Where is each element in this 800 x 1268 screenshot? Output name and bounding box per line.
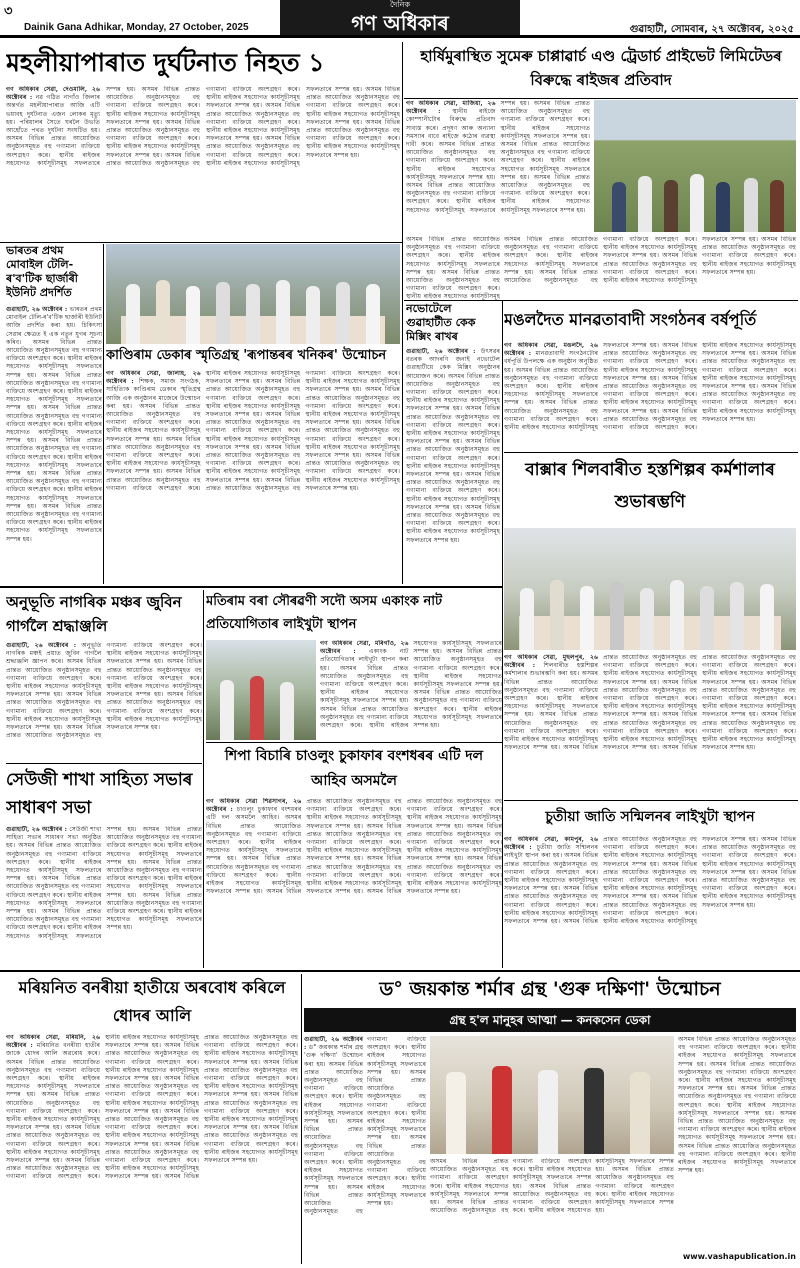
filler-text: অসমৰ বিভিন্ন প্ৰান্তত আয়োজিত অনুষ্ঠানসমূহত বহু গণ্যমান্য ব্যক্তিয়ে অংশগ্ৰহণ কৰে। স্থানীয় ৰাইজৰ সহযোগত কাৰ্যসূচীসমূহ সফলতাৰে সম্পন্ন হয়। [204,1091,298,1132]
filler-text: অসমৰ বিভিন্ন প্ৰান্তত আয়োজিত অনুষ্ঠানসমূহত বহু গণ্যমান্য ব্যক্তিয়ে অংশগ্ৰহণ কৰে। স্থানীয় ৰাইজৰ সহযোগত কাৰ্যসূচীসমূহ সফলতাৰে সম্পন্ন হয়। [106,370,301,492]
filler-text: অসমৰ বিভিন্ন প্ৰান্তত আয়োজিত অনুষ্ঠানসমূহত বহু গণ্যমান্য ব্যক্তিয়ে অংশগ্ৰহণ কৰে। স্থানীয় ৰাইজৰ সহযোগত কাৰ্যসূচীসমূহ সফলতাৰে সম্পন্ন হয়। [406,372,500,413]
photo-book-launch [430,1036,674,1154]
headline-s7: বাক্সাৰ শিলবাৰীত হস্তশিল্পৰ কৰ্মশালাৰ শুভাৰম্ভণি [525,460,775,512]
headline-s8: অনুভূতি নাগৰিক মঞ্চৰ জুবিন গাৰ্গলৈ শ্ৰদ্ধাঞ্জলি [6,593,182,635]
filler-text: অসমৰ বিভিন্ন প্ৰান্তত আয়োজিত অনুষ্ঠানসমূহত বহু গণ্যমান্য ব্যক্তিয়ে অংশগ্ৰহণ কৰে। স্থানীয় ৰাইজৰ সহযোগত কাৰ্যসূচীসমূহ সফলতাৰে সম্পন্ন হয়। [305,452,400,492]
filler-text: অসমৰ বিভিন্ন প্ৰান্তত আয়োজিত অনুষ্ঠানসমূহত বহু গণ্যমান্য ব্যক্তিয়ে অংশগ্ৰহণ কৰে। স্থানীয় ৰাইজৰ সহযোগত কাৰ্যসূচীসমূহ সফলতাৰে সম্পন্ন হয়। [206,86,366,167]
filler-text: অসমৰ বিভিন্ন প্ৰান্তত আয়োজিত অনুষ্ঠানসমূহত বহু গণ্যমান্য ব্যক্তিয়ে অংশগ্ৰহণ কৰে। স্থানীয় ৰাইজৰ সহযোগত কাৰ্যসূচীসমূহ সফলতাৰে সম্পন্ন হয়। [406,855,502,896]
headline-s14: ড° জয়কান্ত শৰ্মাৰ গ্ৰন্থ 'গুৰু দক্ষিণা' উন্মোচন [379,978,721,1000]
story-s14-body-cont [430,1158,674,1264]
filler-text: অসমৰ বিভিন্ন প্ৰান্তত আয়োজিত অনুষ্ঠানসমূহত বহু গণ্যমান্য ব্যক্তিয়ে অংশগ্ৰহণ কৰে। স্থানীয় ৰাইজৰ সহযোগত কাৰ্যসূচীসমূহ সফলতাৰে সম্পন্ন হয়। [205,443,301,484]
filler-text: অসমৰ বিভিন্ন প্ৰান্তত আয়োজিত অনুষ্ঠানসমূহত বহু গণ্যমান্য ব্যক্তিয়ে অংশগ্ৰহণ কৰে। স্থানীয় ৰাইজৰ সহযোগত কাৰ্যসূচীসমূহ সফলতাৰে সম্পন্ন হয়। [500,100,590,140]
filler-text: অসমৰ বিভিন্ন প্ৰান্তত আয়োজিত অনুষ্ঠানসমূহত বহু গণ্যমান্য ব্যক্তিয়ে অংশগ্ৰহণ কৰে। স্থানীয় ৰাইজৰ সহযোগত কাৰ্যসূচীসমূহ সফলতাৰে সম্পন্ন হয়। [106,826,202,866]
filler-text: অসমৰ বিভিন্ন প্ৰান্তত আয়োজিত অনুষ্ঠানসমূহত বহু গণ্যমান্য ব্যক্তিয়ে অংশগ্ৰহণ কৰে। স্থানীয় ৰাইজৰ সহযোগত কাৰ্যসূচীসমূহ সফলতাৰে সম্পন্ন হয়। [603,342,697,382]
headline-s6: মঙলদৈত মানৱতাবাদী সংগঠনৰ বৰ্ষপূৰ্তি [504,310,757,329]
filler-text: অসমৰ বিভিন্ন প্ৰান্তত আয়োজিত অনুষ্ঠানসমূহত বহু গণ্যমান্য ব্যক্তিয়ে অংশগ্ৰহণ কৰে। স্থানীয় ৰাইজৰ সহযোগত কাৰ্যসূচীসমূহ সফলতাৰে সম্পন্ন হয়। [306,822,402,863]
headline-s13: মৰিয়নিত বনৰীয়া হাতীয়ে অৰবোধ কৰিলে ধোদৰ আলি [18,978,286,1025]
filler-text: অসমৰ বিভিন্ন প্ৰান্তত আয়োজিত অনুষ্ঠানসমূহত বহু গণ্যমান্য ব্যক্তিয়ে অংশগ্ৰহণ কৰে। স্থানীয় ৰাইজৰ সহযোগত কাৰ্যসূচীসমূহ সফলতাৰে সম্পন্ন হয়। [6,658,102,699]
filler-text: অসমৰ বিভিন্ন প্ৰান্তত আয়োজিত অনুষ্ঠানসমূহত বহু গণ্যমান্য ব্যক্তিয়ে অংশগ্ৰহণ কৰে। স্থানীয় ৰাইজৰ সহযোগত কাৰ্যসূচীসমূহ সফলতাৰে সম্পন্ন হয়। [6,1124,100,1165]
filler-text: অসমৰ বিভিন্ন প্ৰান্তত আয়োজিত অনুষ্ঠানসমূহত বহু গণ্যমান্য ব্যক্তিয়ে অংশগ্ৰহণ কৰে। স্থানীয় ৰাইজৰ সহযোগত কাৰ্যসূচীসমূহ সফলতাৰে সম্পন্ন হয়। [205,370,400,492]
filler-text: অসমৰ বিভিন্ন প্ৰান্তত আয়োজিত অনুষ্ঠানসমূহত বহু গণ্যমান্য ব্যক্তিয়ে অংশগ্ৰহণ কৰে। স্থানীয় ৰাইজৰ সহযোগত কাৰ্যসূচীসমূহ সফলতাৰে সম্পন্ন হয়। [105,1075,199,1115]
masthead [0,0,800,38]
filler-text: অসমৰ বিভিন্ন প্ৰান্তত আয়োজিত অনুষ্ঠানসমূহত বহু গণ্যমান্য ব্যক্তিয়ে অংশগ্ৰহণ কৰে। স্থানীয় ৰাইজৰ সহযোগত কাৰ্যসূচীসমূহ সফলতাৰে সম্পন্ন হয়। [406,236,500,276]
filler-text: অসমৰ বিভিন্ন প্ৰান্তত আয়োজিত অনুষ্ঠানসমূহত বহু গণ্যমান্য ব্যক্তিয়ে অংশগ্ৰহণ কৰে। স্থানীয় ৰাইজৰ সহযোগত কাৰ্যসূচীসমূহ সফলতাৰে সম্পন্ন হয়। [413,689,502,730]
filler-text: অসমৰ বিভিন্ন প্ৰান্তত আয়োজিত অনুষ্ঠানসমূহত বহু গণ্যমান্য ব্যক্তিয়ে অংশগ্ৰহণ কৰে। স্থানীয় ৰাইজৰ সহযোগত কাৰ্যসূচীসমূহ সফলতাৰে সম্পন্ন হয়। [603,342,796,432]
filler-text: অসমৰ বিভিন্ন প্ৰান্তত আয়োজিত অনুষ্ঠানসমূহত বহু গণ্যমান্য ব্যক্তিয়ে অংশগ্ৰহণ কৰে। স্থানীয় ৰাইজৰ সহযোগত কাৰ্যসূচীসমূহ সফলতাৰে সম্পন্ন হয়। [603,236,762,285]
page-number: ৩ [4,4,13,19]
story-text: নৱ গঠিত নাগাঁও জিলাৰ অন্তৰ্গত মহলীয়াপাৰাত আজি এটি ভয়াবহ দুৰ্ঘটনাত এজন লোকৰ মৃত্যু হয়। পৰিয়ালৰ সৈতে ঘৰলৈ উভতি আহোঁতে পথত দুৰ্ঘটনা সংঘটিত হয়। [6,94,100,135]
filler-text: অসমৰ বিভিন্ন প্ৰান্তত আয়োজিত অনুষ্ঠানসমূহত বহু গণ্যমান্য ব্যক্তিয়ে অংশগ্ৰহণ কৰে। স্থানীয় ৰাইজৰ সহযোগত কাৰ্যসূচীসমূহ সফলতাৰে সম্পন্ন হয়। [430,1158,592,1215]
filler-text: অসমৰ বিভিন্ন প্ৰান্তত আয়োজিত অনুষ্ঠানসমূহত বহু গণ্যমান্য ব্যক্তিয়ে অংশগ্ৰহণ কৰে। স্থানীয় ৰাইজৰ সহযোগত কাৰ্যসূচীসমূহ সফলতাৰে সম্পন্ন হয়। [406,438,500,479]
story-s9-body [320,640,502,740]
story-text: মৰিয়নিত বনৰীয়া হাতীৰ জাকে ধোদৰ আলি অৱৰোধ কৰে। [6,1042,100,1058]
filler-text: অসমৰ বিভিন্ন প্ৰান্তত আয়োজিত অনুষ্ঠানসমূহত বহু গণ্যমান্য ব্যক্তিয়ে অংশগ্ৰহণ কৰে। স্থানীয় ৰাইজৰ সহযোগত কাৰ্যসূচীসমূহ সফলতাৰে সম্পন্ন হয়। [702,383,796,423]
story-s3-body [406,100,590,232]
headline-s3: হাৰ্ষিমুৰাস্থিত সুমেৰু চাপ্পাৱাৰ্চ এণ্ড ট্ৰেডাৰ্চ প্ৰাইভেট লিমিটেডৰ বিৰুদ্ধে ৰাইজৰ প্ৰতিবাদ [420,47,782,89]
filler-text: অসমৰ বিভিন্ন প্ৰান্তত আয়োজিত অনুষ্ঠানসমূহত বহু গণ্যমান্য ব্যক্তিয়ে অংশগ্ৰহণ কৰে। স্থানীয় ৰাইজৰ সহযোগত কাৰ্যসূচীসমূহ সফলতাৰে সম্পন্ন হয়। [306,86,400,126]
filler-text: অসমৰ বিভিন্ন প্ৰান্তত আয়োজিত অনুষ্ঠানসমূহত বহু গণ্যমান্য ব্যক্তিয়ে অংশগ্ৰহণ কৰে। স্থানীয় ৰাইজৰ সহযোগত কাৰ্যসূচীসমূহ সফলতাৰে সম্পন্ন হয়। [6,1091,100,1132]
filler-text: অসমৰ বিভিন্ন প্ৰান্তত আয়োজিত অনুষ্ঠানসমূহত বহু গণ্যমান্য ব্যক্তিয়ে অংশগ্ৰহণ কৰে। স্থানীয় ৰাইজৰ সহযোগত কাৰ্যসূচীসমূহ সফলতাৰে সম্পন্ন হয়। [106,658,202,699]
dateline: গণ অধিকাৰ সেৱা শিৱসাগৰ, ২৬ অক্টোবৰ : [206,798,302,814]
footer-url[interactable]: www.vashapublication.in [682,1252,796,1261]
filler-text: অসমৰ বিভিন্ন প্ৰান্তত আয়োজিত অনুষ্ঠানসমূহত বহু গণ্যমান্য ব্যক্তিয়ে অংশগ্ৰহণ কৰে। স্থানীয় ৰাইজৰ সহযোগত কাৰ্যসূচীসমূহ সফলতাৰে সম্পন্ন হয়। [6,470,102,510]
filler-text: অসমৰ বিভিন্ন প্ৰান্তত আয়োজিত অনুষ্ঠানসমূহত বহু গণ্যমান্য ব্যক্তিয়ে অংশগ্ৰহণ কৰে। স্থানীয় ৰাইজৰ সহযোগত কাৰ্যসূচীসমূহ সফলতাৰে সম্পন্ন হয়। [366,798,502,896]
filler-text: অসমৰ বিভিন্ন প্ৰান্তত আয়োজিত অনুষ্ঠানসমূহত বহু গণ্যমান্য ব্যক্তিয়ে অংশগ্ৰহণ কৰে। স্থানীয় ৰাইজৰ সহযোগত কাৰ্যসূচীসমূহ সফলতাৰে সম্পন্ন হয়। [702,868,796,909]
story-s11-body [206,798,502,968]
filler-text: অসমৰ বিভিন্ন প্ৰান্তত আয়োজিত অনুষ্ঠানসমূহত বহু গণ্যমান্য ব্যক্তিয়ে অংশগ্ৰহণ কৰে। স্থানীয় ৰাইজৰ সহযোগত কাৰ্যসূচীসমূহ সফলতাৰে সম্পন্ন হয়। [406,405,500,446]
filler-text: অসমৰ বিভিন্ন প্ৰান্তত আয়োজিত অনুষ্ঠানসমূহত বহু গণ্যমান্য ব্যক্তিয়ে অংশগ্ৰহণ কৰে। স্থানীয় ৰাইজৰ সহযোগত কাৰ্যসূচীসমূহ সফলতাৰে সম্পন্ন হয়। [206,102,300,143]
photo-drama [206,640,316,740]
story-s14-body [304,1036,426,1264]
dateline: গণ অধিকাৰ সেৱা, মঙলদৈ, ২৬ অক্টোবৰ : [504,342,598,358]
subhead-s14: গ্ৰন্থ হ'ল মানুহৰ আত্মা — কনকসেন ডেকা [304,1008,796,1032]
filler-text: অসমৰ বিভিন্ন প্ৰান্তত আয়োজিত অনুষ্ঠানসমূহত বহু গণ্যমান্য ব্যক্তিয়ে অংশগ্ৰহণ কৰে। স্থানীয় ৰাইজৰ সহযোগত কাৰ্যসূচীসমূহ সফলতাৰে সম্পন্ন হয়। [6,842,102,883]
filler-text: অসমৰ বিভিন্ন প্ৰান্তত আয়োজিত অনুষ্ঠানসমূহত বহু গণ্যমান্য ব্যক্তিয়ে অংশগ্ৰহণ কৰে। স্থানীয় ৰাইজৰ সহযোগত কাৰ্যসূচীসমূহ সফলতাৰে সম্পন্ন হয়। [204,1058,298,1099]
filler-text: অসমৰ বিভিন্ন প্ৰান্তত আয়োজিত অনুষ্ঠানসমূহত বহু গণ্যমান্য ব্যক্তিয়ে অংশগ্ৰহণ কৰে। স্থানীয় ৰাইজৰ সহযোগত কাৰ্যসূচীসমূহ সফলতাৰে সম্পন্ন হয়। [206,814,302,863]
story-s2-body [6,306,102,584]
filler-text: অসমৰ বিভিন্ন প্ৰান্তত আয়োজিত অনুষ্ঠানসমূহত বহু গণ্যমান্য ব্যক্তিয়ে অংশগ্ৰহণ কৰে। স্থানীয় ৰাইজৰ সহযোগত কাৰ্যসূচীসমূহ সফলতাৰে সম্পন্ন হয়। [504,236,598,276]
filler-text: অসমৰ বিভিন্ন প্ৰান্তত আয়োজিত অনুষ্ঠানসমূহত বহু গণ্যমান্য ব্যক্তিয়ে অংশগ্ৰহণ কৰে। স্থানীয় ৰাইজৰ সহযোগত কাৰ্যসূচীসমূহ সফলতাৰে সম্পন্ন হয়। [6,502,102,543]
filler-text: অসমৰ বিভিন্ন প্ৰান্তত আয়োজিত অনুষ্ঠানসমূহত বহু গণ্যমান্য ব্যক্তিয়ে অংশগ্ৰহণ কৰে। স্থানীয় ৰাইজৰ সহযোগত কাৰ্যসূচীসমূহ সফলতাৰে সম্পন্ন হয়। [6,437,102,478]
dateline: গণ অধিকাৰ সেৱা, কামপুৰ, ২৬ অক্টোবৰ : [504,836,598,852]
story-text: শিলবাৰীত হস্তশিল্পৰ কৰ্মশালাৰ শুভাৰম্ভণি কৰা হয়। [504,662,598,678]
filler-text: অসমৰ বিভিন্ন প্ৰান্তত আয়োজিত অনুষ্ঠানসমূহত বহু গণ্যমান্য ব্যক্তিয়ে অংশগ্ৰহণ কৰে। স্থানীয় ৰাইজৰ সহযোগত কাৰ্যসূচীসমূহ সফলতাৰে সম্পন্ন হয়। [6,86,142,167]
filler-text: অসমৰ বিভিন্ন প্ৰান্তত আয়োজিত অনুষ্ঠানসমূহত বহু গণ্যমান্য ব্যক্তিয়ে অংশগ্ৰহণ কৰে। স্থানীয় ৰাইজৰ সহযোগত কাৰ্যসূচীসমূহ সফলতাৰে সম্পন্ন হয়। [106,118,200,159]
headline-s1: মহলীয়াপাৰাত দুৰ্ঘটনাত নিহত ১ [6,48,325,77]
filler-text: অসমৰ বিভিন্ন প্ৰান্তত আয়োজিত অনুষ্ঠানসমূহত বহু গণ্যমান্য ব্যক্তিয়ে অংশগ্ৰহণ কৰে। স্থানীয় ৰাইজৰ সহযোগত কাৰ্যসূচীসমূহ সফলতাৰে সম্পন্ন হয়। [106,86,200,126]
filler-text: অসমৰ বিভিন্ন প্ৰান্তত আয়োজিত অনুষ্ঠানসমূহত বহু গণ্যমান্য ব্যক্তিয়ে অংশগ্ৰহণ কৰে। স্থানীয় ৰাইজৰ সহযোগত কাৰ্যসূচীসমূহ সফলতাৰে সম্পন্ন হয়। [306,118,400,159]
filler-text: অসমৰ বিভিন্ন প্ৰান্তত আয়োজিত অনুষ্ঠানসমূহত বহু গণ্যমান্য ব্যক্তিয়ে অংশগ্ৰহণ কৰে। স্থানীয় ৰাইজৰ সহযোগত কাৰ্যসূচীসমূহ সফলতাৰে সম্পন্ন হয়। [205,378,301,419]
headline-s12: চুতীয়া জাতি সন্মিলনৰ লাইখুটা স্থাপন [545,809,755,825]
filler-text: অসমৰ বিভিন্ন প্ৰান্তত আয়োজিত অনুষ্ঠানসমূহত বহু গণ্যমান্য ব্যক্তিয়ে অংশগ্ৰহণ কৰে। স্থানীয় ৰাইজৰ সহযোগত কাৰ্যসূচীসমূহ সফলতাৰে সম্পন্ন হয়। [500,173,590,214]
story-text: চাওলুং চুকাফাৰ বংশধৰৰ এটি দল অসমলৈ আহিব। [206,806,302,822]
story-s7-body [504,654,796,800]
filler-text: অসমৰ বিভিন্ন প্ৰান্তত আয়োজিত অনুষ্ঠানসমূহত বহু গণ্যমান্য ব্যক্তিয়ে অংশগ্ৰহণ কৰে। স্থানীয় ৰাইজৰ সহযোগত কাৰ্যসূচীসমূহ সফলতাৰে সম্পন্ন হয়। [6,826,143,940]
logo-big-text: গণ অধিকাৰ [351,11,449,35]
filler-text: অসমৰ বিভিন্ন প্ৰান্তত আয়োজিত অনুষ্ঠানসমূহত বহু গণ্যমান্য ব্যক্তিয়ে অংশগ্ৰহণ কৰে। স্থানীয় ৰাইজৰ সহযোগত কাৰ্যসূচীসমূহ সফলতাৰে সম্পন্ন হয়। [305,386,400,427]
dateline: গণ অধিকাৰ সেৱা, মৰিগাঁও, ২৬ অক্টোবৰ : [320,640,409,656]
story-s12-body [504,836,796,968]
filler-text: অসমৰ বিভিন্ন প্ৰান্তত আয়োজিত অনুষ্ঠানসমূহত বহু গণ্যমান্য ব্যক্তিয়ে অংশগ্ৰহণ কৰে। স্থানীয় ৰাইজৰ সহযোগত কাৰ্যসূচীসমূহ সফলতাৰে সম্পন্ন হয়। [702,678,796,719]
filler-text: অসমৰ বিভিন্ন প্ৰান্তত আয়োজিত অনুষ্ঠানসমূহত বহু গণ্যমান্য ব্যক্তিয়ে অংশগ্ৰহণ কৰে। স্থানীয় ৰাইজৰ সহযোগত কাৰ্যসূচীসমূহ সফলতাৰে সম্পন্ন হয়। [106,858,202,899]
story-text: স্থানীয় ৰাইজে কোম্পানীটোৰ বিৰুদ্ধে প্ৰতিবাদ সাব্যস্ত কৰে। প্ৰদূষণ আৰু অন্যান্য সমস্যাৰ বাবে ৰাইজে কঠোৰ ব্যৱস্থা দাবী কৰে। [406,108,496,149]
filler-text: অসমৰ বিভিন্ন প্ৰান্তত আয়োজিত অনুষ্ঠানসমূহত বহু গণ্যমান্য ব্যক্তিয়ে অংশগ্ৰহণ কৰে। স্থানীয় ৰাইজৰ সহযোগত কাৰ্যসূচীসমূহ সফলতাৰে সম্পন্ন হয়। [504,342,663,432]
photo-workshop [504,528,796,650]
filler-text: অসমৰ বিভিন্ন প্ৰান্তত আয়োজিত অনুষ্ঠানসমূহত বহু গণ্যমান্য ব্যক্তিয়ে অংশগ্ৰহণ কৰে। স্থানীয় ৰাইজৰ সহযোগত কাৰ্যসূচীসমূহ সফলতাৰে সম্পন্ন হয়। [205,411,301,451]
story-text: একাংক নাট প্ৰতিযোগিতাৰ লাইখুটা স্থাপন কৰা হয়। [320,648,409,672]
filler-text: অসমৰ বিভিন্ন প্ৰান্তত আয়োজিত অনুষ্ঠানসমূহত বহু গণ্যমান্য ব্যক্তিয়ে অংশগ্ৰহণ কৰে। স্থানীয় ৰাইজৰ সহযোগত কাৰ্যসূচীসমূহ সফলতাৰে সম্পন্ন হয়। [678,1085,796,1117]
dateline: গণ অধিকাৰ সেৱা, মাজিয়া, ২৬ অক্টোবৰ : [406,100,496,116]
story-s1-body [6,86,400,242]
filler-text: অসমৰ বিভিন্ন প্ৰান্তত আয়োজিত অনুষ্ঠানসমূহত বহু গণ্যমান্য ব্যক্তিয়ে অংশগ্ৰহণ কৰে। স্থানীয় ৰাইজৰ সহযোগত কাৰ্যসূচীসমূহ সফলতাৰে সম্পন্ন হয়। [413,648,502,689]
masthead-left-text: Dainik Gana Adhikar, Monday, 27 October, 2025 [24,22,249,33]
filler-text: অসমৰ বিভিন্ন প্ৰান্তত আয়োজিত অনুষ্ঠানসমূহত বহু গণ্যমান্য ব্যক্তিয়ে অংশগ্ৰহণ কৰে। স্থানীয় ৰাইজৰ সহযোগত কাৰ্যসূচীসমূহ সফলতাৰে সম্পন্ন হয়। [430,1158,509,1207]
filler-text: অসমৰ বিভিন্ন প্ৰান্তত আয়োজিত অনুষ্ঠানসমূহত বহু গণ্যমান্য ব্যক্তিয়ে অংশগ্ৰহণ কৰে। স্থানীয় ৰাইজৰ সহযোগত কাৰ্যসূচীসমূহ সফলতাৰে সম্পন্ন হয়। [504,852,599,893]
filler-text: অসমৰ বিভিন্ন প্ৰান্তত আয়োজিত অনুষ্ঠানসমূহত বহু গণ্যমান্য ব্যক্তিয়ে অংশগ্ৰহণ কৰে। স্থানীয় ৰাইজৰ সহযোগত কাৰ্যসূচীসমূহ সফলতাৰে সম্পন্ন হয়। [106,891,202,932]
filler-text: অসমৰ বিভিন্ন প্ৰান্তত আয়োজিত অনুষ্ঠানসমূহত বহু গণ্যমান্য ব্যক্তিয়ে অংশগ্ৰহণ কৰে। স্থানীয় ৰাইজৰ সহযোগত কাৰ্যসূচীসমূহ সফলতাৰে সম্পন্ন হয়। [406,822,502,863]
filler-text: অসমৰ বিভিন্ন প্ৰান্তত আয়োজিত অনুষ্ঠানসমূহত বহু গণ্যমান্য ব্যক্তিয়ে অংশগ্ৰহণ কৰে। স্থানীয় ৰাইজৰ সহযোগত কাৰ্যসূচীসমূহ সফলতাৰে সম্পন্ন হয়। [406,503,500,544]
headline-s2: ভাৰতৰ প্ৰথম মোবাইল টেলি-ৰ'ব'টিক ছাৰ্জাৰী ইউনিট প্ৰদৰ্শিত [6,244,78,299]
filler-text: অসমৰ বিভিন্ন প্ৰান্তত আয়োজিত অনুষ্ঠানসমূহত বহু গণ্যমান্য ব্যক্তিয়ে অংশগ্ৰহণ কৰে। স্থানীয় ৰাইজৰ সহযোগত কাৰ্যসূচীসমূহ সফলতাৰে সম্পন্ন হয়। [105,1042,199,1083]
logo-small-text: দৈনিক [389,0,411,9]
dateline: গণ অধিকাৰ সেৱা, মৰিয়নি, ২৬ অক্টোবৰ : [6,1034,100,1050]
filler-text: অসমৰ বিভিন্ন প্ৰান্তত আয়োজিত অনুষ্ঠানসমূহত বহু গণ্যমান্য ব্যক্তিয়ে অংশগ্ৰহণ কৰে। স্থানীয় ৰাইজৰ সহযোগত কাৰ্যসূচীসমূহ সফলতাৰে সম্পন্ন হয়। [504,236,697,285]
filler-text: অসমৰ বিভিন্ন প্ৰান্তত আয়োজিত অনুষ্ঠানসমূহত বহু গণ্যমান্য ব্যক্তিয়ে অংশগ্ৰহণ কৰে। স্থানীয় ৰাইজৰ সহযোগত কাৰ্যসূচীসমূহ সফলতাৰে সম্পন্ন হয়। [563,836,697,926]
filler-text: অসমৰ বিভিন্ন প্ৰান্তত আয়োজিত অনুষ্ঠানসমূহত বহু গণ্যমান্য ব্যক্তিয়ে অংশগ্ৰহণ কৰে। স্থানীয় ৰাইজৰ সহযোগত কাৰ্যসূচীসমূহ সফলতাৰে সম্পন্ন হয়। [406,471,500,511]
filler-text: অসমৰ বিভিন্ন প্ৰান্তত আয়োজিত অনুষ্ঠানসমূহত বহু গণ্যমান্য ব্যক্তিয়ে অংশগ্ৰহণ কৰে। স্থানীয় ৰাইজৰ সহযোগত কাৰ্যসূচীসমূহ সফলতাৰে সম্পন্ন হয়। [204,1124,298,1165]
filler-text: অসমৰ বিভিন্ন প্ৰান্তত আয়োজিত অনুষ্ঠানসমূহত বহু গণ্যমান্য ব্যক্তিয়ে অংশগ্ৰহণ কৰে। স্থানীয় ৰাইজৰ সহযোগত কাৰ্যসূচীসমূহ সফলতাৰে সম্পন্ন হয়। [603,678,697,719]
newspaper-logo [280,0,520,38]
filler-text: অসমৰ বিভিন্ন প্ৰান্তত আয়োজিত অনুষ্ঠানসমূহত বহু গণ্যমান্য ব্যক্তিয়ে অংশগ্ৰহণ কৰে। স্থানীয় ৰাইজৰ সহযোগত কাৰ্যসূচীসমূহ সফলতাৰে সম্পন্ন হয়। [106,435,201,476]
story-text: মানৱতাবাদী সংগঠনটোৰ বৰ্ষপূৰ্তি উপলক্ষে এক অনুষ্ঠান অনুষ্ঠিত হয়। [504,350,598,374]
filler-text: অসমৰ বিভিন্ন প্ৰান্তত আয়োজিত অনুষ্ঠানসমূহত বহু গণ্যমান্য ব্যক্তিয়ে অংশগ্ৰহণ কৰে। স্থানীয় ৰাইজৰ সহযোগত কাৰ্যসূচীসমূহ সফলতাৰে সম্পন্ন হয়। [106,691,202,732]
filler-text: অসমৰ বিভিন্ন প্ৰান্তত আয়োজিত অনুষ্ঠানসমূহত বহু গণ্যমান্য ব্যক্তিয়ে অংশগ্ৰহণ কৰে। স্থানীয় ৰাইজৰ সহযোগত কাৰ্যসূচীসমূহ সফলতাৰে সম্পন্ন হয়। [304,1118,363,1191]
filler-text: অসমৰ বিভিন্ন প্ৰান্তত আয়োজিত অনুষ্ঠানসমূহত বহু গণ্যমান্য ব্যক্তিয়ে অংশগ্ৰহণ কৰে। স্থানীয় ৰাইজৰ সহযোগত কাৰ্যসূচীসমূহ সফলতাৰে সম্পন্ন হয়। [266,798,402,896]
story-text: চুতীয়া জাতি সন্মিলনৰ লাইখুটা স্থাপন কৰা হয়। [504,844,598,860]
dateline: গণ অধিকাৰ সেৱা, মুছলপুৰ, ২৬ অক্টোবৰ : [504,654,598,670]
filler-text: অসমৰ বিভিন্ন প্ৰান্তত আয়োজিত অনুষ্ঠানসমূহত বহু গণ্যমান্য ব্যক্তিয়ে অংশগ্ৰহণ কৰে। স্থানীয় ৰাইজৰ সহযোগত কাৰ্যসূচীসমূহ সফলতাৰে সম্পন্ন হয়। [662,654,796,752]
filler-text: অসমৰ বিভিন্ন প্ৰান্তত আয়োজিত অনুষ্ঠানসমূহত বহু গণ্যমান্য ব্যক্তিয়ে অংশগ্ৰহণ কৰে। স্থানীয় ৰাইজৰ সহযোগত কাৰ্যসূচীসমূহ সফলতাৰে সম্পন্ন হয়। [320,640,502,730]
filler-text: অসমৰ বিভিন্ন প্ৰান্তত আয়োজিত অনুষ্ঠানসমূহত বহু গণ্যমান্য ব্যক্তিয়ে অংশগ্ৰহণ কৰে। স্থানীয় ৰাইজৰ সহযোগত কাৰ্যসূচীসমূহ সফলতাৰে সম্পন্ন হয়। [305,419,400,460]
dateline: গুৱাহাটী, ২৬ অক্টোবৰ : [406,348,481,355]
filler-text: অসমৰ বিভিন্ন প্ৰান্তত আয়োজিত অনুষ্ঠানসমূহত বহু গণ্যমান্য ব্যক্তিয়ে অংশগ্ৰহণ কৰে। স্থানীয় ৰাইজৰ সহযোগত কাৰ্যসূচীসমূহ সফলতাৰে সম্পন্ন হয়। [106,402,201,443]
filler-text: অসমৰ বিভিন্ন প্ৰান্তত আয়োজিত অনুষ্ঠানসমূহত বহু গণ্যমান্য ব্যক্তিয়ে অংশগ্ৰহণ কৰে। স্থানীয় ৰাইজৰ সহযোগত কাৰ্যসূচীসমূহ সফলতাৰে সম্পন্ন হয়। [702,836,796,876]
dateline: গুৱাহাটী, ২৬ অক্টোবৰ : [6,306,70,313]
filler-text: অসমৰ বিভিন্ন প্ৰান্তত আয়োজিত অনুষ্ঠানসমূহত বহু গণ্যমান্য ব্যক্তিয়ে অংশগ্ৰহণ কৰে। স্থানীয় ৰাইজৰ সহযোগত কাৰ্যসূচীসমূহ সফলতাৰে সম্পন্ন হয়। [367,1068,426,1142]
filler-text: অসমৰ বিভিন্ন প্ৰান্তত আয়োজিত অনুষ্ঠানসমূহত বহু গণ্যমান্য ব্যক্তিয়ে অংশগ্ৰহণ কৰে। স্থানীয় ৰাইজৰ সহযোগত কাৰ্যসূচীসমূহ সফলতাৰে সম্পন্ন হয়। [702,711,796,752]
filler-text: অসমৰ বিভিন্ন প্ৰান্তত আয়োজিত অনুষ্ঠানসমূহত বহু গণ্যমান্য ব্যক্তিয়ে অংশগ্ৰহণ কৰে। স্থানীয় ৰাইজৰ সহযোগত কাৰ্যসূচীসমূহ সফলতাৰে সম্পন্ন হয়। [306,855,402,896]
story-text: ড° জয়কান্ত শৰ্মাৰ গ্ৰন্থ 'গুৰু দক্ষিণা' উন্মোচন কৰা হয়। [304,1044,363,1068]
story-s14-body-right [678,1036,796,1250]
masthead-right-text: গুৱাহাটী, সোমবাৰ, ২৭ অক্টোবৰ, ২০২৫ [629,24,794,35]
filler-text: অসমৰ বিভিন্ন প্ৰান্তত আয়োজিত অনুষ্ঠানসমূহত বহু গণ্যমান্য ব্যক্তিয়ে অংশগ্ৰহণ কৰে। স্থানীয় ৰাইজৰ সহযোগত কাৰ্যসূচীসমূহ সফলতাৰে সম্পন্ন হয়। [6,1034,199,1181]
filler-text: অসমৰ বিভিন্ন প্ৰান্তত আয়োজিত অনুষ্ঠানসমূহত বহু গণ্যমান্য ব্যক্তিয়ে অংশগ্ৰহণ কৰে। স্থানীয় ৰাইজৰ সহযোগত কাৰ্যসূচীসমূহ সফলতাৰে সম্পন্ন হয়। [6,875,102,916]
story-s13-body [6,1034,298,1264]
filler-text: অসমৰ বিভিন্ন প্ৰান্তত আয়োজিত অনুষ্ঠানসমূহত বহু গণ্যমান্য ব্যক্তিয়ে অংশগ্ৰহণ কৰে। স্থানীয় ৰাইজৰ সহযোগত কাৰ্যসূচীসমূহ সফলতাৰে সম্পন্ন হয়। [678,1060,796,1093]
filler-text: অসমৰ বিভিন্ন প্ৰান্তত আয়োজিত অনুষ্ঠানসমূহত বহু গণ্যমান্য ব্যক্তিয়ে অংশগ্ৰহণ কৰে। স্থানীয় ৰাইজৰ সহযোগত কাৰ্যসূচীসমূহ সফলতাৰে সম্পন্ন হয়। [603,860,697,901]
headline-s5: নভোটেলে গুৱাহাটীত কেক মিক্সিং ৰাখৰ [406,302,476,343]
filler-text: অসমৰ বিভিন্ন প্ৰান্তত আয়োজিত অনুষ্ঠানসমূহত বহু গণ্যমান্য ব্যক্তিয়ে অংশগ্ৰহণ কৰে। স্থানীয় ৰাইজৰ সহযোগত কাৰ্যসূচীসমূহ সফলতাৰে সম্পন্ন হয়। [406,141,496,181]
filler-text: অসমৰ বিভিন্ন প্ৰান্তত আয়োজিত অনুষ্ঠানসমূহত বহু গণ্যমান্য ব্যক্তিয়ে অংশগ্ৰহণ কৰে। স্থানীয় ৰাইজৰ সহযোগত কাৰ্যসূচীসমূহ সফলতাৰে সম্পন্ন হয়। [304,1060,363,1126]
story-text: অনুভূতি নাগৰিক মঞ্চই প্ৰয়াত জুবিন গাৰ্গলৈ শ্ৰদ্ধাঞ্জলি জ্ঞাপন কৰে। [6,642,102,666]
story-text: ভাৰতৰ প্ৰথম মোবাইল টেলি-ৰ'ব'টিক ছাৰ্জাৰী ইউনিট আজি প্ৰদৰ্শিত কৰা হয়। চিকিৎসা সেৱাৰ ক্ষেত্ৰত ই এক নতুন যুগৰ সূচনা কৰিব। [6,306,102,346]
filler-text: অসমৰ বিভিন্ন প্ৰান্তত আয়োজিত অনুষ্ঠানসমূহত বহু গণ্যমান্য ব্যক্তিয়ে অংশগ্ৰহণ কৰে। স্থানীয় ৰাইজৰ সহযোগত কাৰ্যসূচীসমূহ সফলতাৰে সম্পন্ন হয়। [678,1036,796,1068]
dateline: গুৱাহাটী, ২৬ অক্টোবৰ : [6,642,82,649]
filler-text: অসমৰ বিভিন্ন প্ৰান্তত আয়োজিত অনুষ্ঠানসমূহত বহু গণ্যমান্য ব্যক্তিয়ে অংশগ্ৰহণ কৰে। স্থানীয় ৰাইজৰ সহযোগত কাৰ্যসূচীসমূহ সফলতাৰে সম্পন্ন হয়। [6,338,102,379]
filler-text: অসমৰ বিভিন্ন প্ৰান্তত আয়োজিত অনুষ্ঠানসমূহত বহু গণ্যমান্য ব্যক্তিয়ে অংশগ্ৰহণ কৰে। স্থানীয় ৰাইজৰ সহযোগত কাৰ্যসূচীসমূহ সফলতাৰে সম্পন্ন হয়। [304,1036,426,1216]
headline-s9: মতিৰাম বৰা সৌৰৱণী সদৌ অসম একাংক নাট প্ৰতিযোগিতাৰ লাইখুটা স্থাপন [206,594,443,632]
filler-text: অসমৰ বিভিন্ন প্ৰান্তত আয়োজিত অনুষ্ঠানসমূহত বহু গণ্যমান্য ব্যক্তিয়ে অংশগ্ৰহণ কৰে। স্থানীয় ৰাইজৰ সহযোগত কাৰ্যসূচীসমূহ সফলতাৰে সম্পন্ন হয়। [105,1140,199,1181]
story-s10-body [6,826,202,968]
filler-text: অসমৰ বিভিন্ন প্ৰান্তত আয়োজিত অনুষ্ঠানসমূহত বহু গণ্যমান্য ব্যক্তিয়ে অংশগ্ৰহণ কৰে। স্থানীয় ৰাইজৰ সহযোগত কাৰ্যসূচীসমূহ সফলতাৰে সম্পন্ন হয়। [678,1109,796,1142]
filler-text: অসমৰ বিভিন্ন প্ৰান্তত আয়োজিত অনুষ্ঠানসমূহত বহু গণ্যমান্য ব্যক্তিয়ে অংশগ্ৰহণ কৰে। স্থানীয় ৰাইজৰ সহযোগত কাৰ্যসূচীসমূহ সফলতাৰে সম্পন্ন হয়। [603,374,697,415]
filler-text: অসমৰ বিভিন্ন প্ৰান্তত আয়োজিত অনুষ্ঠানসমূহত বহু গণ্যমান্য ব্যক্তিয়ে অংশগ্ৰহণ কৰে। স্থানীয় ৰাইজৰ সহযোগত কাৰ্যসূচীসমূহ সফলতাৰে সম্পন্ন হয়। [678,1142,796,1175]
filler-text: অসমৰ বিভিন্ন প্ৰান্তত আয়োজিত অনুষ্ঠানসমূহত বহু গণ্যমান্য ব্যক্তিয়ে অংশগ্ৰহণ কৰে। স্থানীয় ৰাইজৰ সহযোগত কাৰ্যসূচীসমূহ সফলতাৰে সম্পন্ন হয়। [563,654,697,752]
filler-text: অসমৰ বিভিন্ন প্ৰান্তত আয়োজিত অনুষ্ঠানসমূহত বহু গণ্যমান্য ব্যক্তিয়ে অংশগ্ৰহণ কৰে। স্থানীয় ৰাইজৰ সহযোগত কাৰ্যসূচীসমূহ সফলতাৰে সম্পন্ন হয়। [6,371,102,412]
photo-book-release [106,244,400,344]
filler-text: অসমৰ বিভিন্ন প্ৰান্তত আয়োজিত অনুষ্ঠানসমূহত বহু গণ্যমান্য ব্যক্তিয়ে অংশগ্ৰহণ কৰে। স্থানীয় ৰাইজৰ সহযোগত কাৰ্যসূচীসমূহ সফলতাৰে সম্পন্ন হয়। [164,1034,298,1181]
story-s3-body-cont [406,236,500,300]
filler-text: অসমৰ বিভিন্ন প্ৰান্তত আয়োজিত অনুষ্ঠানসমূহত বহু গণ্যমান্য ব্যক্তিয়ে অংশগ্ৰহণ কৰে। স্থানীয় ৰাইজৰ সহযোগত কাৰ্যসূচীসমূহ সফলতাৰে সম্পন্ন হয়। [500,141,590,181]
story-text: সেউজী শাখা সাহিত্য সভাৰ সাধাৰণ সভা অনুষ্ঠিত হয়। [6,826,102,850]
filler-text: অসমৰ বিভিন্ন প্ৰান্তত আয়োজিত অনুষ্ঠানসমূহত বহু গণ্যমান্য ব্যক্তিয়ে অংশগ্ৰহণ কৰে। স্থানীয় ৰাইজৰ সহযোগত কাৰ্যসূচীসমূহ সফলতাৰে সম্পন্ন হয়। [106,86,300,167]
filler-text: অসমৰ বিভিন্ন প্ৰান্তত আয়োজিত অনুষ্ঠানসমূহত বহু গণ্যমান্য ব্যক্তিয়ে অংশগ্ৰহণ কৰে। স্থানীয় ৰাইজৰ সহযোগত কাৰ্যসূচীসমূহ সফলতাৰে সম্পন্ন হয়। [367,1134,426,1208]
filler-text: অসমৰ বিভিন্ন প্ৰান্তত আয়োজিত অনুষ্ঠানসমূহত বহু গণ্যমান্য ব্যক্তিয়ে অংশগ্ৰহণ কৰে। স্থানীয় ৰাইজৰ সহযোগত কাৰ্যসূচীসমূহ সফলতাৰে সম্পন্ন হয়। [6,642,202,740]
filler-text: অসমৰ বিভিন্ন প্ৰান্তত আয়োজিত অনুষ্ঠানসমূহত বহু গণ্যমান্য ব্যক্তিয়ে অংশগ্ৰহণ কৰে। স্থানীয় ৰাইজৰ সহযোগত কাৰ্যসূচীসমূহ সফলতাৰে সম্পন্ন হয়। [603,711,697,752]
filler-text: অসমৰ বিভিন্ন প্ৰান্তত আয়োজিত অনুষ্ঠানসমূহত বহু গণ্যমান্য ব্যক্তিয়ে অংশগ্ৰহণ কৰে। স্থানীয় ৰাইজৰ সহযোগত কাৰ্যসূচীসমূহ সফলতাৰে সম্পন্ন হয়। [702,350,796,391]
filler-text: অসমৰ বিভিন্ন প্ৰান্তত আয়োজিত অনুষ্ঠানসমূহত বহু গণ্যমান্য ব্যক্তিয়ে অংশগ্ৰহণ কৰে। স্থানীয় ৰাইজৰ সহযোগত কাৰ্যসূচীসমূহ সফলতাৰে সম্পন্ন হয়। [504,711,598,752]
filler-text: অসমৰ বিভিন্ন প্ৰান্তত আয়োজিত অনুষ্ঠানসমূহত বহু গণ্যমান্য ব্যক্তিয়ে অংশগ্ৰহণ কৰে। স্থানীয় ৰাইজৰ সহযোগত কাৰ্যসূচীসমূহ সফলতাৰে সম্পন্ন হয়। [504,366,598,407]
filler-text: অসমৰ বিভিন্ন প্ৰান্তত আয়োজিত অনুষ্ঠানসমূহত বহু গণ্যমান্য ব্যক্তিয়ে অংশগ্ৰহণ কৰে। স্থানীয় ৰাইজৰ সহযোগত কাৰ্যসূচীসমূহ সফলতাৰে সম্পন্ন হয়। [512,1158,674,1215]
story-s5-body [406,348,500,584]
filler-text: অসমৰ বিভিন্ন প্ৰান্তত আয়োজিত অনুষ্ঠানসমূহত বহু গণ্যমান্য ব্যক্তিয়ে অংশগ্ৰহণ কৰে। স্থানীয় ৰাইজৰ সহযোগত কাৰ্যসূচীসমূহ সফলতাৰে সম্পন্ন হয়। [702,236,796,276]
filler-text: অসমৰ বিভিন্ন প্ৰান্তত আয়োজিত অনুষ্ঠানসমূহত বহু গণ্যমান্য ব্যক্তিয়ে অংশগ্ৰহণ কৰে। স্থানীয় ৰাইজৰ সহযোগত কাৰ্যসূচীসমূহ সফলতাৰে সম্পন্ন হয়। [603,836,762,926]
dateline: গুৱাহাটী, ২৬ অক্টোবৰ : [6,826,70,833]
story-s8-body [6,642,202,760]
filler-text: অসমৰ বিভিন্ন প্ৰান্তত আয়োজিত অনুষ্ঠানসমূহত বহু গণ্যমান্য ব্যক্তিয়ে অংশগ্ৰহণ কৰে। স্থানীয় ৰাইজৰ সহযোগত কাৰ্যসূচীসমূহ সফলতাৰে সম্পন্ন হয়। [105,1107,199,1148]
dateline: গুৱাহাটী, ২৬ অক্টোবৰ : [304,1036,363,1052]
filler-text: অসমৰ বিভিন্ন প্ৰান্তত আয়োজিত অনুষ্ঠানসমূহত বহু গণ্যমান্য ব্যক্তিয়ে অংশগ্ৰহণ কৰে। স্থানীয় ৰাইজৰ সহযোগত কাৰ্যসূচীসমূহ সফলতাৰে সম্পন্ন হয়। [504,670,598,719]
dateline: গণ অধিকাৰ সেৱা, জালাহ, ২৬ অক্টোবৰ : [106,370,201,386]
story-text: শিক্ষক, সমাজ সংগঠক, সাহিত্যিক কাণ্ডিৰাম ডেকাৰ স্মৃতিগ্ৰন্থ আজি এক অনুষ্ঠানৰ মাজেৰে উন্মোচন কৰা হয়। [106,378,201,410]
headline-s4: কাণ্ডিৰাম ডেকাৰ স্মৃতিগ্ৰন্থ 'ৰূপান্তৰৰ খনিকৰ' উন্মোচন [106,348,387,363]
filler-text: অসমৰ বিভিন্ন প্ৰান্তত আয়োজিত অনুষ্ঠানসমূহত বহু গণ্যমান্য ব্যক্তিয়ে অংশগ্ৰহণ কৰে। স্থানীয় ৰাইজৰ সহযোগত কাৰ্যসূচীসমূহ সফলতাৰে সম্পন্ন হয়। [206,855,302,896]
filler-text: অসমৰ বিভিন্ন প্ৰান্তত আয়োজিত অনুষ্ঠানসমূহত বহু গণ্যমান্য ব্যক্তিয়ে অংশগ্ৰহণ কৰে। স্থানীয় ৰাইজৰ সহযোগত কাৰ্যসূচীসমূহ সফলতাৰে সম্পন্ন হয়। [406,100,534,214]
filler-text: অসমৰ বিভিন্ন প্ৰান্তত আয়োজিত অনুষ্ঠানসমূহত বহু গণ্যমান্য ব্যক্তিয়ে অংশগ্ৰহণ কৰে। স্থানীয় ৰাইজৰ সহযোগত কাৰ্যসূচীসমূহ [406,268,500,300]
dateline: গণ অধিকাৰ সেৱা, দেওমালি, ২৬ অক্টোবৰ : [6,86,100,102]
story-s3-body-cont2 [504,236,796,300]
filler-text: অসমৰ বিভিন্ন প্ৰান্তত আয়োজিত অনুষ্ঠানসমূহত বহু গণ্যমান্য ব্যক্তিয়ে অংশগ্ৰহণ কৰে। স্থানীয় ৰাইজৰ সহযোগত কাৰ্যসূচীসমূহ সফলতাৰে সম্পন্ন হয়। [6,404,102,445]
story-s6-body [504,342,796,450]
filler-text: অসমৰ বিভিন্ন প্ৰান্তত আয়োজিত অনুষ্ঠানসমূহত বহু গণ্যমান্য ব্যক্তিয়ে অংশগ্ৰহণ কৰে। স্থানীয় ৰাইজৰ সহযোগত কাৰ্যসূচীসমূহ সফলতাৰে সম্পন্ন হয়। [595,1166,674,1215]
filler-text: অসমৰ বিভিন্ন প্ৰান্তত আয়োজিত অনুষ্ঠানসমূহত বহু গণ্যমান্য ব্যক্তিয়ে অংশগ্ৰহণ কৰে। স্থানীয় ৰাইজৰ সহযোগত কাৰ্যসূচীসমূহ সফলতাৰে সম্পন্ন হয়। [6,691,102,732]
headline-s10: সেউজী শাখা সাহিত্য সভাৰ সাধাৰণ সভা [6,770,193,818]
photo-protest [594,100,796,232]
story-text: উৎসৱৰ বতৰক আদৰণি জনাই নভোটেল গুৱাহাটীয়ে কেক মিক্সিং অনুষ্ঠানৰ আয়োজন কৰে। [406,348,500,380]
headline-s11: শিপা বিচাৰি চাওলুং চুকাফাৰ বংশধৰৰ এটি দল আহিব অসমলৈ [224,748,484,789]
filler-text: অসমৰ বিভিন্ন প্ৰান্তত আয়োজিত অনুষ্ঠানসমূহত বহু গণ্যমান্য ব্যক্তিয়ে অংশগ্ৰহণ কৰে। স্থানীয় ৰাইজৰ সহযোগত কাৰ্যসূচীসমূহ সফলতাৰে সম্পন্ন হয়। [6,1058,100,1099]
story-s4-body [106,370,400,584]
filler-text: অসমৰ বিভিন্ন প্ৰান্তত আয়োজিত অনুষ্ঠানসমূহত বহু গণ্যমান্য ব্যক্তিয়ে অংশগ্ৰহণ কৰে। স্থানীয় ৰাইজৰ সহযোগত কাৰ্যসূচীসমূহ সফলতাৰে সম্পন্ন হয়। [320,664,409,705]
filler-text: অসমৰ বিভিন্ন প্ৰান্তত আয়োজিত অনুষ্ঠানসমূহত বহু গণ্যমান্য ব্যক্তিয়ে অংশগ্ৰহণ কৰে। স্থানীয় ৰাইজৰ সহযোগত কাৰ্যসূচীসমূহ সফলতাৰে সম্পন্ন হয়। [504,885,598,926]
